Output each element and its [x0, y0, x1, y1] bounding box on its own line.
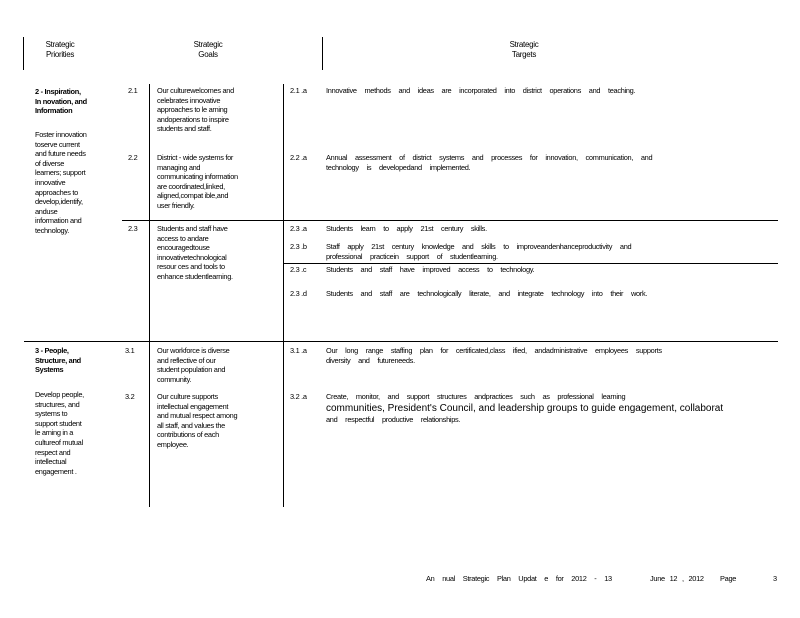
target-text: Staff apply 21st century knowledge and skills to improveandenhanceproductivity and professional practicein support of studentlearning.: [326, 242, 632, 261]
target-number: 2.3 .d: [290, 289, 307, 298]
goal-text: Students and staff have access to andare encouragedtouse innovativetechnological resour ces and tools to enhance studentlearning.: [157, 224, 233, 281]
footer-document-title: An nual Strategic Plan Updat e for 2012 - 13: [426, 574, 612, 583]
goal-text: Our culture supports intellectual engagement and mutual respect among all staff, and values the contributions of each employee.: [157, 392, 238, 449]
target-text: Students and staff are technologically literate, and integrate technology into their work.: [326, 289, 648, 298]
target-number: 2.3 .b: [290, 242, 307, 251]
target-text-large: communities, President's Council, and leadership groups to guide engagement, collaborat: [326, 403, 724, 414]
header-goals: Strategic Goals: [193, 40, 223, 59]
header-priorities: Strategic Priorities: [45, 40, 75, 59]
header-targets: Strategic Targets: [509, 40, 539, 59]
priority-title: 3 - People, Structure, and Systems: [35, 346, 81, 375]
column-divider: [149, 84, 150, 507]
target-number: 2.1 .a: [290, 86, 307, 95]
goal-number: 2.1: [128, 86, 138, 95]
target-number: 2.2 .a: [290, 153, 307, 162]
target-text: Students and staff have improved access to technology.: [326, 265, 535, 274]
row-divider: [283, 263, 778, 264]
column-divider: [23, 37, 24, 70]
target-text: Innovative methods and ideas are incorporated into district operations and teaching.: [326, 86, 636, 95]
goal-number: 2.3: [128, 224, 138, 233]
target-text: Annual assessment of district systems and processes for innovation, communication, and technology is developedand implemented.: [326, 153, 653, 172]
target-text: and respectful productive relationships.: [326, 415, 461, 424]
footer-page-number: 3: [773, 574, 777, 583]
column-divider: [322, 37, 323, 70]
goal-text: Our culturewelcomes and celebrates innovative approaches to le arning andoperations to inspire students and staff.: [157, 86, 234, 134]
priority-description: Develop people, structures, and systems to support student le arning in a cultureof mutual respect and intellectual engagement .: [35, 390, 84, 476]
goal-number: 3.2: [125, 392, 135, 401]
goal-number: 2.2: [128, 153, 138, 162]
column-divider: [283, 84, 284, 507]
row-divider: [24, 341, 778, 342]
target-text: Create, monitor, and support structures andpractices such as professional learning: [326, 392, 626, 401]
goal-text: District - wide systems for managing and communicating information are coordinated,linked, aligned,compat ible,and user friendly.: [157, 153, 238, 210]
footer-page-label: Page: [720, 574, 737, 583]
target-number: 3.1 .a: [290, 346, 307, 355]
target-number: 2.3 .c: [290, 265, 307, 274]
target-text: Students learn to apply 21st century skills.: [326, 224, 487, 233]
target-text: Our long range staffing plan for certificated,class ified, andadministrative employees supports diversity and futureneeds.: [326, 346, 662, 365]
goal-number: 3.1: [125, 346, 135, 355]
row-divider: [122, 220, 778, 221]
priority-description: Foster innovation toserve current and future needs of diverse learners; support innovative approaches to develop,identify, anduse information and technology.: [35, 130, 87, 235]
target-number: 3.2 .a: [290, 392, 307, 401]
priority-title: 2 - Inspiration, In novation, and Information: [35, 87, 87, 116]
goal-text: Our workforce is diverse and reflective of our student population and community.: [157, 346, 230, 384]
target-number: 2.3 .a: [290, 224, 307, 233]
footer-date: June 12 , 2012: [650, 574, 704, 583]
